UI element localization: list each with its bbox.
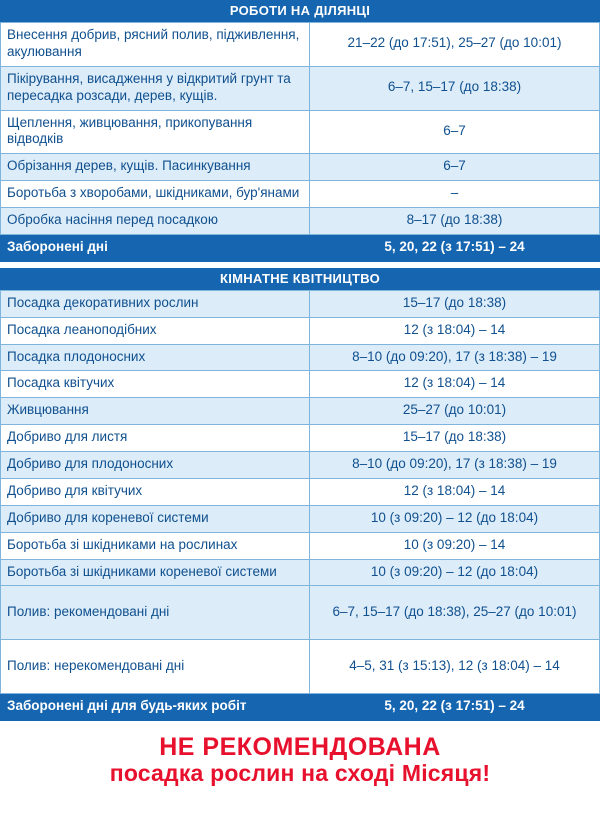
- section-plot-works: [0, 0, 600, 262]
- row-label: Посадка плодоносних: [1, 344, 310, 371]
- table-row: [1, 371, 600, 398]
- row-label: Заборонені дні для будь-яких робіт: [1, 694, 310, 721]
- section-title-plot-works: РОБОТИ НА ДІЛЯНЦІ: [0, 0, 600, 22]
- table-indoor-floriculture: [0, 290, 600, 722]
- table-row: [1, 290, 600, 317]
- table-row: [1, 532, 600, 559]
- footer-warning: [0, 721, 600, 787]
- table-row-forbidden: [1, 694, 600, 721]
- row-label: Боротьба з хворобами, шкідниками, бур'янами: [1, 181, 310, 208]
- row-label: Посадка леаноподібних: [1, 317, 310, 344]
- row-label: Боротьба зі шкідниками на рослинах: [1, 532, 310, 559]
- table-row-forbidden: [1, 234, 600, 261]
- table-row: [1, 110, 600, 154]
- row-value: 10 (з 09:20) – 12 (до 18:04): [310, 559, 600, 586]
- row-value: 6–7, 15–17 (до 18:38): [310, 66, 600, 110]
- row-value: 25–27 (до 10:01): [310, 398, 600, 425]
- row-label: Полив: нерекомендовані дні: [1, 640, 310, 694]
- row-label: Посадка квітучих: [1, 371, 310, 398]
- row-value: 12 (з 18:04) – 14: [310, 317, 600, 344]
- table-row: [1, 452, 600, 479]
- row-value: 10 (з 09:20) – 12 (до 18:04): [310, 505, 600, 532]
- row-value: 6–7: [310, 110, 600, 154]
- table-row: [1, 154, 600, 181]
- row-value: 8–10 (до 09:20), 17 (з 18:38) – 19: [310, 452, 600, 479]
- row-value: 21–22 (до 17:51), 25–27 (до 10:01): [310, 23, 600, 67]
- row-value: 15–17 (до 18:38): [310, 425, 600, 452]
- row-value: 15–17 (до 18:38): [310, 290, 600, 317]
- footer-warning-line-1: НЕ РЕКОМЕНДОВАНА: [159, 733, 441, 762]
- table-row: [1, 505, 600, 532]
- row-label: Полив: рекомендовані дні: [1, 586, 310, 640]
- section-indoor-floriculture: [0, 268, 600, 722]
- row-label: Обробка насіння перед посадкою: [1, 208, 310, 235]
- table-row: [1, 559, 600, 586]
- table-row: [1, 586, 600, 640]
- row-value: 5, 20, 22 (з 17:51) – 24: [310, 234, 600, 261]
- row-label: Добриво для кореневої системи: [1, 505, 310, 532]
- table-row: [1, 181, 600, 208]
- table-row: [1, 640, 600, 694]
- table-row: [1, 398, 600, 425]
- row-label: Пікірування, висадження у відкритий грунт та пересадка розсади, дерев, кущів.: [1, 66, 310, 110]
- row-label: Добриво для плодоносних: [1, 452, 310, 479]
- table-row: [1, 317, 600, 344]
- row-label: Посадка декоративних рослин: [1, 290, 310, 317]
- row-label: Живцювання: [1, 398, 310, 425]
- table-plot-works: [0, 22, 600, 262]
- table-row: [1, 425, 600, 452]
- footer-warning-line-2: посадка рослин на сході Місяця!: [109, 760, 491, 787]
- row-value: 5, 20, 22 (з 17:51) – 24: [310, 694, 600, 721]
- row-value: 6–7: [310, 154, 600, 181]
- row-label: Обрізання дерев, кущів. Пасинкування: [1, 154, 310, 181]
- row-label: Добриво для листя: [1, 425, 310, 452]
- table-row: [1, 478, 600, 505]
- row-label: Добриво для квітучих: [1, 478, 310, 505]
- table-row: [1, 23, 600, 67]
- row-label: Заборонені дні: [1, 234, 310, 261]
- table-row: [1, 66, 600, 110]
- row-value: 8–10 (до 09:20), 17 (з 18:38) – 19: [310, 344, 600, 371]
- row-value: 8–17 (до 18:38): [310, 208, 600, 235]
- row-value: 4–5, 31 (з 15:13), 12 (з 18:04) – 14: [310, 640, 600, 694]
- table-row: [1, 344, 600, 371]
- row-label: Щеплення, живцювання, прикопування відводків: [1, 110, 310, 154]
- row-value: 12 (з 18:04) – 14: [310, 371, 600, 398]
- section-title-indoor-floriculture: КІМНАТНЕ КВІТНИЦТВО: [0, 268, 600, 290]
- row-value: 6–7, 15–17 (до 18:38), 25–27 (до 10:01): [310, 586, 600, 640]
- row-value: 12 (з 18:04) – 14: [310, 478, 600, 505]
- row-value: 10 (з 09:20) – 14: [310, 532, 600, 559]
- table-row: [1, 208, 600, 235]
- row-value: –: [310, 181, 600, 208]
- row-label: Внесення добрив, рясний полив, підживлення, акулювання: [1, 23, 310, 67]
- row-label: Боротьба зі шкідниками кореневої системи: [1, 559, 310, 586]
